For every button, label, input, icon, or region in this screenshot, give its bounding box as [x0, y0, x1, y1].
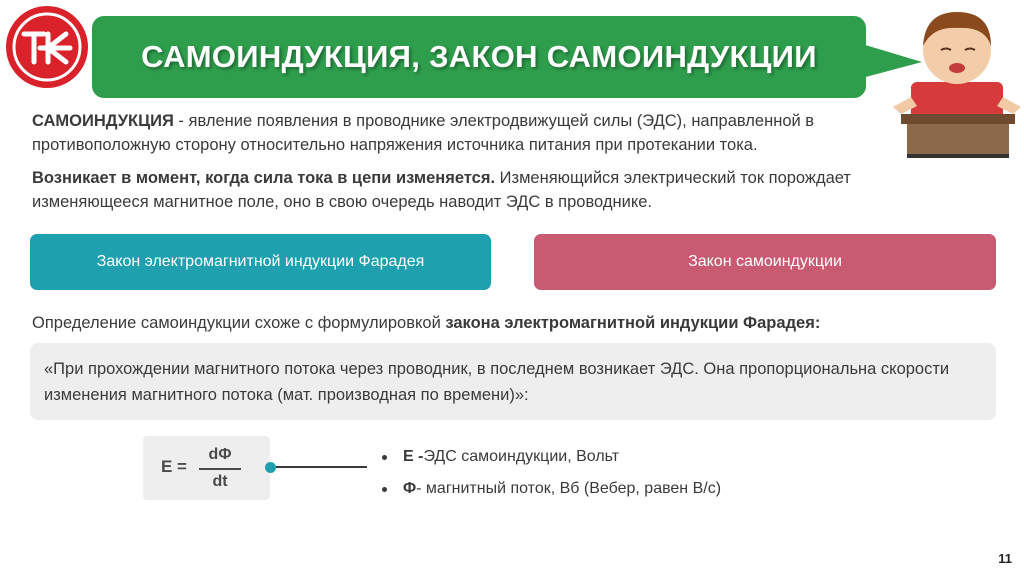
- formula-lhs: E =: [161, 457, 187, 476]
- self-induction-definition: [32, 109, 872, 157]
- bullet-icon: [382, 455, 387, 460]
- teacher-illustration-icon: [893, 2, 1023, 162]
- formula-numerator: dΦ: [208, 446, 232, 463]
- logo-icon: [4, 4, 90, 90]
- formula-legend: [382, 441, 721, 505]
- faraday-law-button[interactable]: Закон электромагнитной индукции Фарадея: [30, 234, 491, 290]
- quote-box: [30, 343, 996, 420]
- title-banner: [92, 16, 866, 98]
- formula-box: [143, 436, 270, 500]
- definition-text: - явление появления в проводнике электродвижущей силы (ЭДС), направленной в противоположную сторону относительно напряжения источника питания при протекании тока.: [32, 112, 815, 154]
- legend-item-flux: [382, 473, 721, 505]
- connector-dot-icon: [265, 462, 276, 473]
- legend-symbol: Φ: [403, 480, 417, 497]
- occurrence-paragraph: [32, 166, 932, 214]
- definition-note: [32, 311, 932, 335]
- term-self-induction: САМОИНДУКЦИЯ: [32, 112, 174, 130]
- fraction-bar: [199, 468, 241, 470]
- page-number: 11: [998, 551, 1012, 566]
- definition-note-text: Определение самоиндукции схоже с формулировкой: [32, 314, 446, 332]
- self-induction-law-button[interactable]: Закон самоиндукции: [534, 234, 996, 290]
- legend-item-emf: [382, 441, 721, 473]
- faraday-quote: «При прохождении магнитного потока через проводник, в последнем возникает ЭДС. Она пропорциональна скорости изменения магнитного потока (мат. производная по времени)»:: [44, 360, 950, 404]
- legend-text: ЭДС самоиндукции, Вольт: [423, 448, 620, 465]
- legend-text: - магнитный поток, Вб (Вебер, равен В/с): [416, 480, 722, 497]
- page-title: САМОИНДУКЦИЯ, ЗАКОН САМОИНДУКЦИИ: [141, 39, 817, 74]
- occurrence-rest: Изменяющийся электрический ток порождает изменяющееся магнитное поле, оно в свою очередь наводит ЭДС в проводнике.: [32, 169, 851, 211]
- bullet-icon: [382, 487, 387, 492]
- definition-note-bold: закона электромагнитной индукции Фарадея:: [445, 314, 821, 332]
- formula-denominator: dt: [212, 473, 228, 490]
- legend-symbol: E -: [403, 448, 424, 465]
- occurrence-bold: Возникает в момент, когда сила тока в цепи изменяется.: [32, 169, 496, 187]
- connector-line: [276, 466, 367, 468]
